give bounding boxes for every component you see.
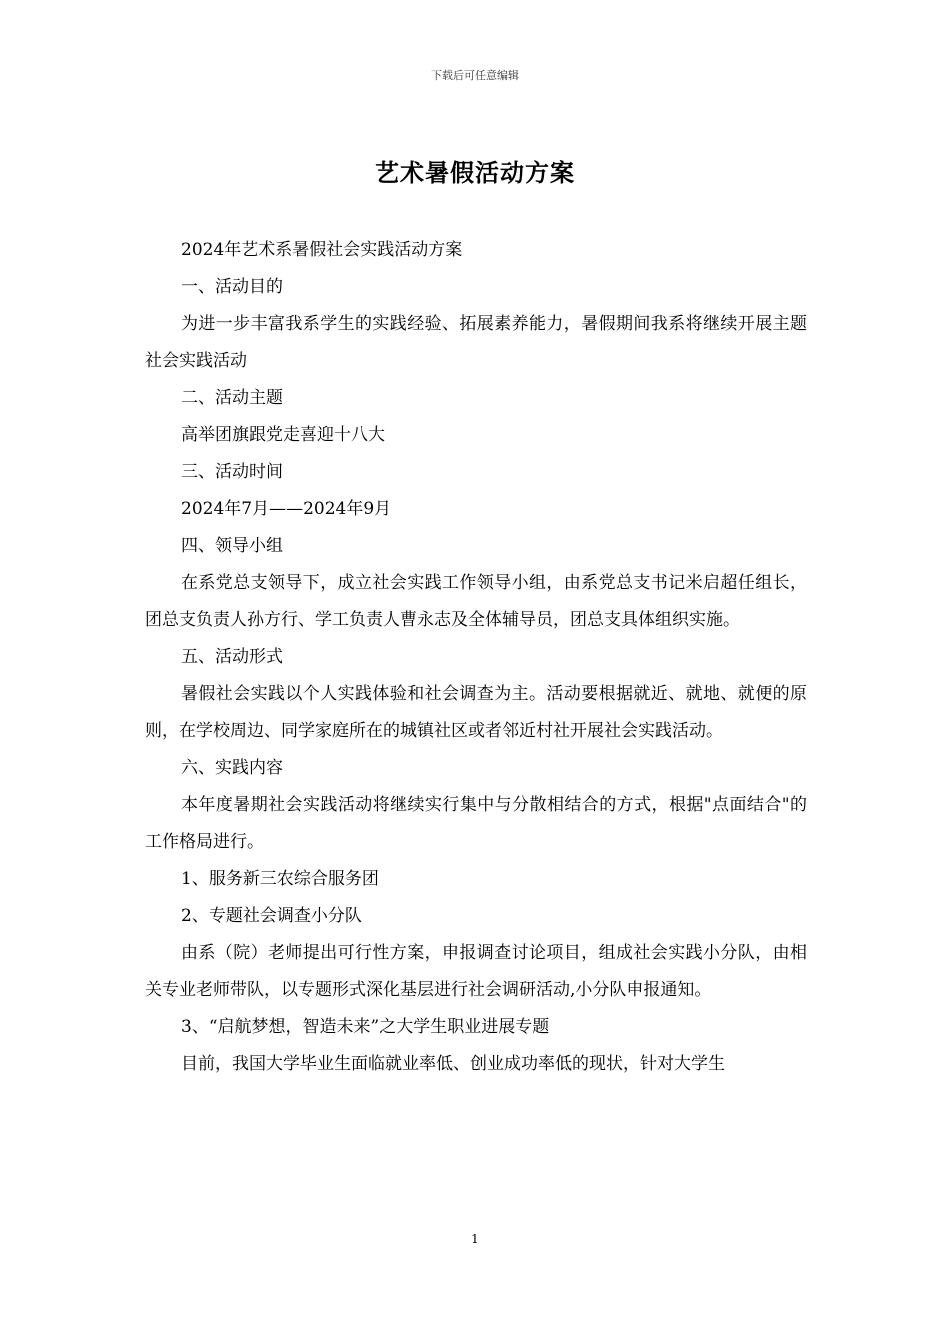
section-heading: 三、活动时间 — [181, 462, 283, 482]
list-item: 3、“启航梦想，智造未来”之大学生职业进展专题 — [181, 1017, 550, 1037]
section-heading: 六、实践内容 — [181, 758, 283, 778]
page-number: 1 — [471, 1232, 479, 1246]
document-title: 艺术暑假活动方案 — [375, 159, 575, 187]
paragraph: 为进一步丰富我系学生的实践经验、拓展素养能力，暑假期间我系将继续开展主题社会实践活动 — [145, 314, 807, 371]
list-item: 1、服务新三农综合服务团 — [181, 869, 379, 889]
header-note: 下载后可任意编辑 — [431, 69, 519, 82]
section-heading: 五、活动形式 — [181, 647, 283, 667]
paragraph: 由系（院）老师提出可行性方案，申报调查讨论项目，组成社会实践小分队，由相关专业老师带队，以专题形式深化基层进行社会调研活动,小分队申报通知。 — [145, 943, 807, 1000]
paragraph: 2024年艺术系暑假社会实践活动方案 — [181, 240, 463, 260]
paragraph: 目前，我国大学毕业生面临就业率低、创业成功率低的现状，针对大学生 — [181, 1054, 725, 1074]
document-body — [145, 232, 807, 1083]
paragraph: 在系党总支领导下，成立社会实践工作领导小组，由系党总支书记米启超任组长，团总支负责人孙方行、学工负责人曹永志及全体辅导员，团总支具体组织实施。 — [145, 573, 807, 630]
list-item: 2、专题社会调查小分队 — [181, 906, 362, 926]
paragraph: 高举团旗跟党走喜迎十八大 — [181, 425, 385, 445]
section-heading: 四、领导小组 — [181, 536, 283, 556]
section-heading: 二、活动主题 — [181, 388, 283, 408]
paragraph: 本年度暑期社会实践活动将继续实行集中与分散相结合的方式，根据"点面结合"的工作格局进行。 — [145, 795, 807, 852]
paragraph: 2024年7月——2024年9月 — [181, 499, 392, 519]
section-heading: 一、活动目的 — [181, 277, 283, 297]
paragraph: 暑假社会实践以个人实践体验和社会调查为主。活动要根据就近、就地、就便的原则，在学校周边、同学家庭所在的城镇社区或者邻近村社开展社会实践活动。 — [145, 684, 807, 741]
